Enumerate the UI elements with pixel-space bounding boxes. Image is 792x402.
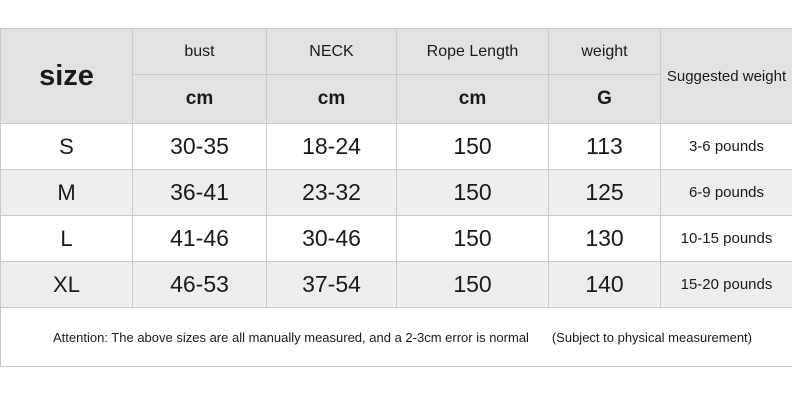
header-bust: bust — [133, 29, 267, 75]
cell-bust: 36-41 — [133, 170, 267, 216]
table-header-row-labels — [1, 29, 792, 75]
cell-bust: 30-35 — [133, 124, 267, 170]
cell-rope-length: 150 — [397, 216, 549, 262]
cell-suggested-weight: 15-20 pounds — [661, 262, 792, 308]
cell-suggested-weight: 10-15 pounds — [661, 216, 792, 262]
cell-weight: 140 — [549, 262, 661, 308]
unit-weight: G — [549, 75, 661, 124]
unit-neck: cm — [267, 75, 397, 124]
cell-suggested-weight: 3-6 pounds — [661, 124, 792, 170]
size-chart-table-wrap — [0, 28, 792, 367]
cell-weight: 125 — [549, 170, 661, 216]
table-note-row — [1, 308, 792, 367]
cell-neck: 18-24 — [267, 124, 397, 170]
cell-bust: 41-46 — [133, 216, 267, 262]
cell-suggested-weight: 6-9 pounds — [661, 170, 792, 216]
cell-rope-length: 150 — [397, 262, 549, 308]
unit-rope-length: cm — [397, 75, 549, 124]
cell-neck: 23-32 — [267, 170, 397, 216]
cell-size: XL — [1, 262, 133, 308]
header-size: size — [1, 29, 133, 124]
cell-rope-length: 150 — [397, 170, 549, 216]
header-neck: NECK — [267, 29, 397, 75]
cell-size: S — [1, 124, 133, 170]
cell-bust: 46-53 — [133, 262, 267, 308]
cell-neck: 30-46 — [267, 216, 397, 262]
cell-weight: 130 — [549, 216, 661, 262]
header-rope-length: Rope Length — [397, 29, 549, 75]
table-row — [1, 124, 792, 170]
physical-measurement-note: (Subject to physical measurement) — [551, 329, 752, 345]
header-weight: weight — [549, 29, 661, 75]
cell-size: L — [1, 216, 133, 262]
cell-rope-length: 150 — [397, 124, 549, 170]
cell-size: M — [1, 170, 133, 216]
table-row — [1, 262, 792, 308]
size-chart-table — [0, 28, 792, 367]
cell-neck: 37-54 — [267, 262, 397, 308]
table-row — [1, 170, 792, 216]
cell-weight: 113 — [549, 124, 661, 170]
note-cell — [1, 308, 792, 367]
header-suggested-weight: Suggested weight — [661, 29, 792, 124]
unit-bust: cm — [133, 75, 267, 124]
measurement-note: Attention: The above sizes are all manually measured, and a 2-3cm error is normal — [53, 329, 529, 345]
table-row — [1, 216, 792, 262]
